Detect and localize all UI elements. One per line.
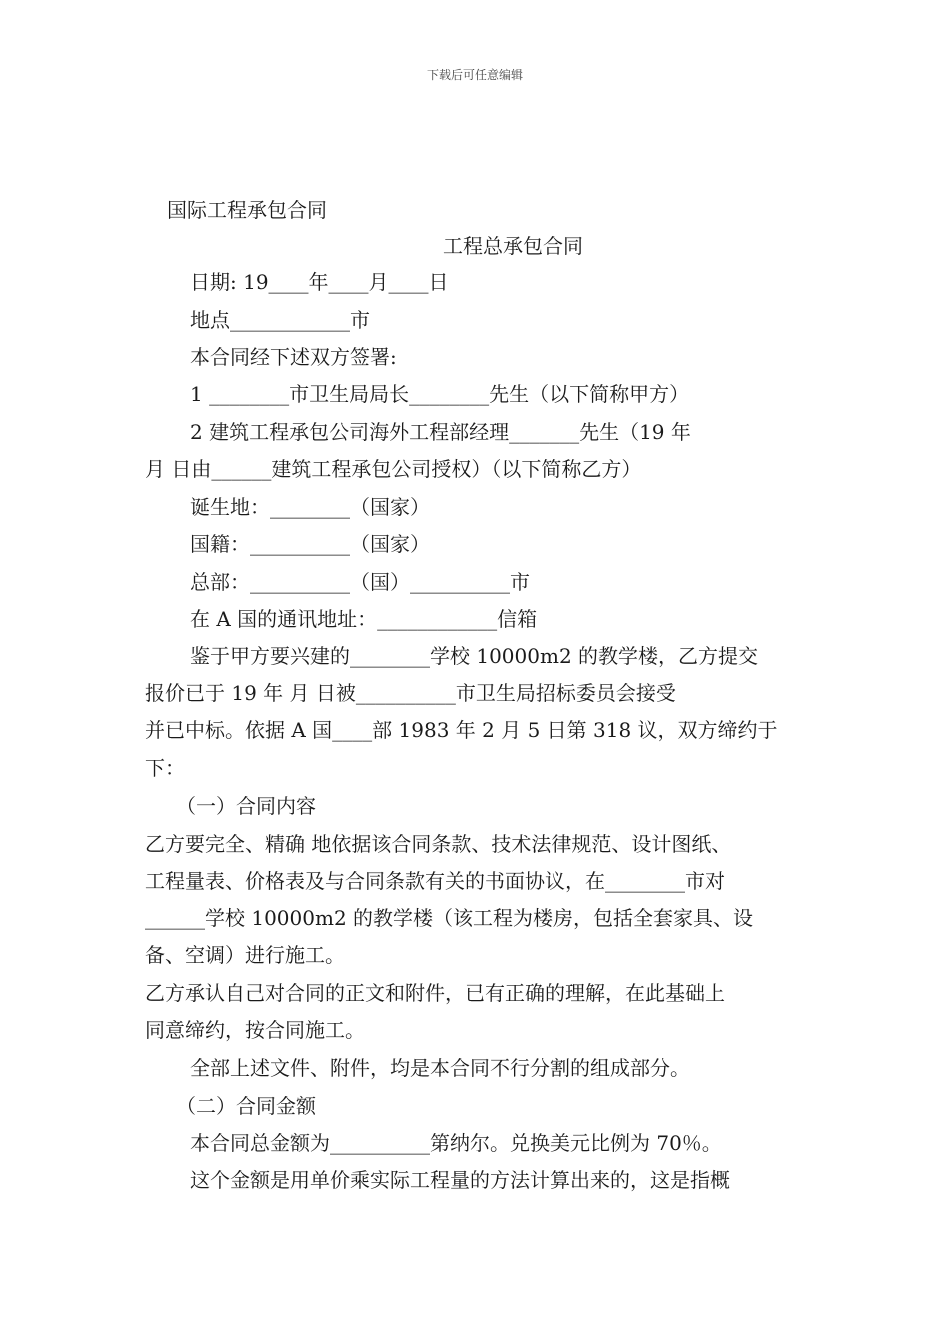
- para-1-line-3: 并已中标。依据 A 国____部 1983 年 2 月 5 日第 318 议，双方缔约于: [145, 718, 778, 742]
- para-1-line-1: 鉴于甲方要兴建的________学校 10000m2 的教学楼，乙方提交: [190, 644, 759, 668]
- section-1-line-1: 乙方要完全、精确 地依据该合同条款、技术法律规范、设计图纸、: [145, 832, 732, 856]
- para-1-line-2: 报价已于 19 年 月 日被__________市卫生局招标委员会接受: [145, 681, 676, 705]
- birthplace-line: 诞生地：________（国家）: [190, 495, 430, 519]
- section-2-line-2: 这个金额是用单价乘实际工程量的方法计算出来的，这是指概: [190, 1168, 730, 1192]
- address-line: 在 A 国的通讯地址：____________信箱: [190, 607, 538, 631]
- date-line: 日期: 19____年____月____日: [190, 270, 449, 294]
- para-1-line-4: 下：: [145, 756, 185, 780]
- page-header: 下载后可任意编辑: [426, 68, 523, 82]
- section-2-line-1: 本合同总金额为__________第纳尔。兑换美元比例为 70％。: [190, 1131, 722, 1155]
- party-b-line-2: 月 日由______建筑工程承包公司授权）（以下简称乙方）: [145, 457, 642, 481]
- section-1-line-4: 备、空调）进行施工。: [145, 943, 345, 967]
- party-b-line-1: 2 建筑工程承包公司海外工程部经理_______先生（19 年: [190, 420, 691, 444]
- party-a-line: 1 ________市卫生局局长________先生（以下简称甲方）: [190, 382, 690, 406]
- section-1-line-3: ______学校 10000m2 的教学楼（该工程为楼房，包括全套家具、设: [145, 906, 754, 930]
- section-2-heading: （二）合同金额: [176, 1094, 316, 1118]
- place-line: 地点____________市: [190, 308, 370, 332]
- section-1-line-7: 全部上述文件、附件，均是本合同不行分割的组成部分。: [190, 1056, 690, 1080]
- section-1-line-2: 工程量表、价格表及与合同条款有关的书面协议，在________市对: [145, 869, 725, 893]
- section-1-heading: （一）合同内容: [176, 794, 316, 818]
- section-1-line-6: 同意缔约，按合同施工。: [145, 1018, 365, 1042]
- signing-line: 本合同经下述双方签署:: [190, 345, 397, 369]
- headquarters-line: 总部：__________（国）__________市: [190, 570, 530, 594]
- doc-title-1: 国际工程承包合同: [167, 198, 327, 222]
- doc-title-2: 工程总承包合同: [443, 234, 583, 258]
- section-1-line-5: 乙方承认自己对合同的正文和附件，已有正确的理解，在此基础上: [145, 981, 725, 1005]
- nationality-line: 国籍：__________（国家）: [190, 532, 430, 556]
